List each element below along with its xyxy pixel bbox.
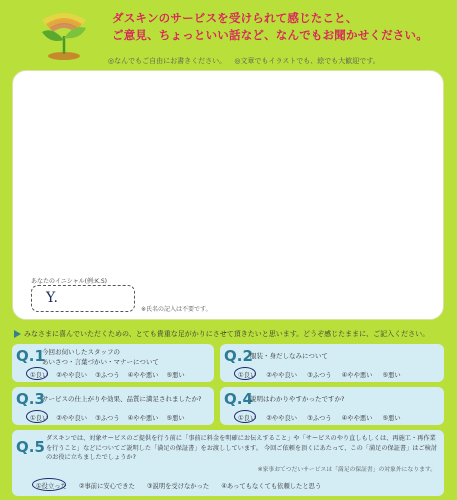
option-average[interactable]: ③ふつう xyxy=(95,415,120,422)
question-text-line: 説明はわかりやすかったですか? xyxy=(250,395,345,403)
selected-circle xyxy=(32,478,66,491)
answer-options xyxy=(238,370,401,379)
question-text-line: ダスキンでは、対象サービスのご提供を行う前に「事前に料金を明確にお伝えすること」や「サービスのやり直しもしくは、再施工・再作業 xyxy=(46,435,436,442)
option-bad[interactable]: ⑤悪い xyxy=(382,415,401,422)
question-text-line: 今回お伺いしたスタッフの xyxy=(42,348,120,356)
option-good[interactable]: ①良い xyxy=(30,413,48,422)
option-fairly-good[interactable]: ②やや良い xyxy=(56,415,88,422)
question-number: Q.5 xyxy=(16,438,45,456)
headline-line-2: ご意見、ちょっといい話など、なんでもお聞かせください。 xyxy=(112,28,428,42)
question-text-line: を行うこと」などについてご説明した「満足の保証書」をお渡ししています。 今回ご依頼を頂くにあたって、この「満足の保証書」はご検討 xyxy=(46,444,438,452)
option-bad[interactable]: ⑤悪い xyxy=(166,415,185,422)
headline xyxy=(112,10,428,44)
sprout-icon xyxy=(36,10,92,62)
question-1 xyxy=(12,344,214,382)
question-text xyxy=(42,348,159,367)
survey-intro xyxy=(14,329,429,339)
question-text xyxy=(250,395,344,405)
option-would-request-anyway[interactable]: ④あってもなくても依頼したと思う xyxy=(221,483,322,490)
question-number: Q.3 xyxy=(16,390,45,408)
option-fairly-bad[interactable]: ④やや悪い xyxy=(127,415,159,422)
option-bad[interactable]: ⑤悪い xyxy=(382,372,401,379)
headline-line-1: ダスキンのサービスを受けられて感じたこと、 xyxy=(112,11,358,25)
instruction-note-1: ◎なんでもご自由にお書きください。 xyxy=(108,57,227,65)
selected-circle xyxy=(26,410,48,423)
answer-options xyxy=(36,481,321,490)
question-4 xyxy=(220,387,444,425)
option-good[interactable]: ①良い xyxy=(238,370,256,379)
selected-circle xyxy=(26,367,48,380)
selected-circle xyxy=(234,410,256,423)
initial-value: Y. xyxy=(46,290,58,306)
question-text-line: サービスの仕上がりや効果、品質に満足されましたか? xyxy=(42,395,202,403)
option-fairly-good[interactable]: ②やや良い xyxy=(56,372,88,379)
answer-options xyxy=(30,413,185,422)
answer-options xyxy=(30,370,185,379)
question-text-line: あいさつ・言葉づかい・マナーについて xyxy=(42,357,159,366)
question-text xyxy=(42,395,201,405)
instruction-note-2: ◎文章でもイラストでも、絵でも大歓迎です。 xyxy=(234,57,380,65)
option-fairly-bad[interactable]: ④やや悪い xyxy=(127,372,159,379)
option-average[interactable]: ③ふつう xyxy=(95,372,120,379)
option-helpful[interactable]: ①役立った xyxy=(36,481,67,490)
answer-options xyxy=(238,413,401,422)
question-text-line: のお役に立ちましたでしょうか? xyxy=(46,454,136,461)
initial-label: あなたのイニシャル(例:K.S) xyxy=(31,278,107,285)
question-number: Q.2 xyxy=(224,347,253,365)
survey-intro-text: みなさまに喜んでいただくための、とても貴重な足がかりにさせて頂きたいと思います。どうぞ感じたままに、ご記入ください。 xyxy=(24,330,430,338)
option-bad[interactable]: ⑤悪い xyxy=(166,372,185,379)
question-5 xyxy=(12,430,444,496)
question-2 xyxy=(220,344,444,382)
question-text-line: 服装・身だしなみについて xyxy=(250,352,328,360)
question-text xyxy=(46,434,438,463)
option-fairly-good[interactable]: ②やや良い xyxy=(266,372,298,379)
arrow-icon xyxy=(14,330,21,338)
question-5-note: ※家事おてつだいサービスは「満足の保証書」の対象外になります。 xyxy=(257,467,436,473)
selected-circle xyxy=(234,367,256,380)
header xyxy=(0,0,457,78)
option-good[interactable]: ①良い xyxy=(30,370,48,379)
free-comment-area[interactable] xyxy=(12,70,444,320)
initial-note: ※氏名の記入は不要です。 xyxy=(141,306,212,313)
option-good[interactable]: ①良い xyxy=(238,413,256,422)
option-fairly-good[interactable]: ②やや良い xyxy=(266,415,298,422)
option-fairly-bad[interactable]: ④やや悪い xyxy=(341,415,373,422)
option-average[interactable]: ③ふつう xyxy=(307,372,332,379)
question-number: Q.4 xyxy=(224,390,253,408)
question-number: Q.1 xyxy=(16,347,45,365)
option-no-explanation[interactable]: ③説明を受けなかった xyxy=(146,483,210,490)
question-text xyxy=(250,352,328,362)
option-average[interactable]: ③ふつう xyxy=(307,415,332,422)
question-3 xyxy=(12,387,214,425)
initial-input[interactable] xyxy=(31,285,135,312)
option-fairly-bad[interactable]: ④やや悪い xyxy=(341,372,373,379)
instruction-notes xyxy=(108,56,386,66)
option-reassured[interactable]: ②事前に安心できた xyxy=(78,483,135,490)
